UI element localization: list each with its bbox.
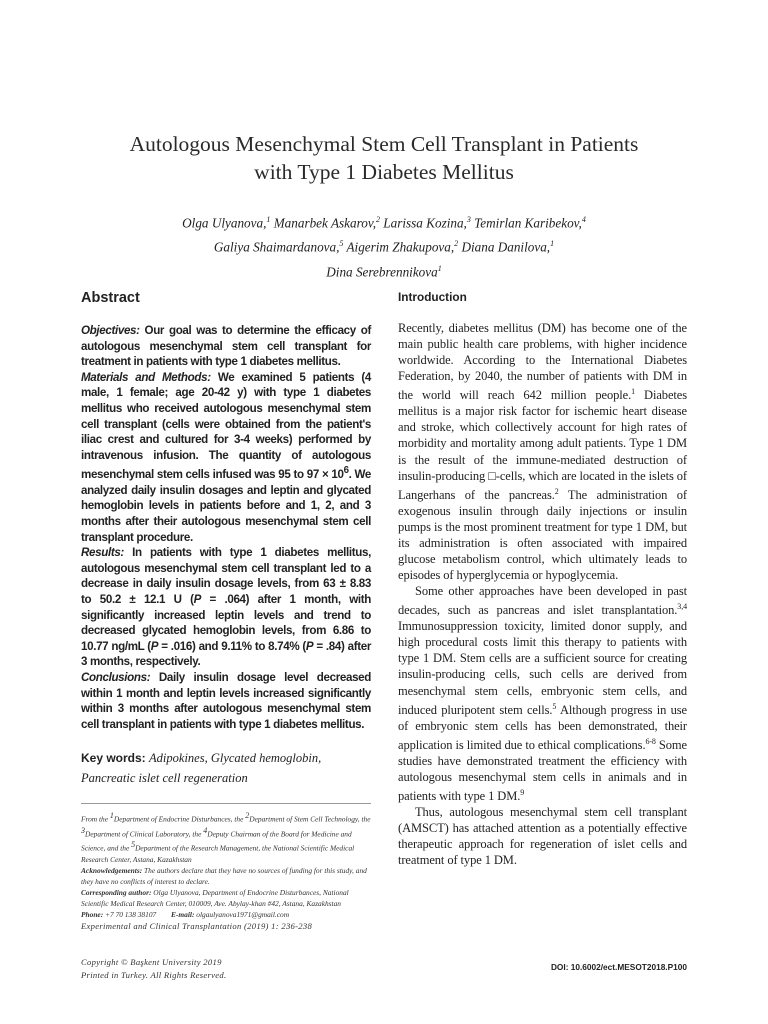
results-label: Results: <box>81 546 124 560</box>
abstract-heading: Abstract <box>81 290 140 306</box>
objectives-label: Objectives: <box>81 324 140 337</box>
author-name: Aigerim Zhakupova, <box>346 239 455 255</box>
ack-text: The authors declare that they have no sources of funding for this study, and they have no conflicts of interest to declare. <box>81 865 367 886</box>
author-line-2 <box>60 233 708 257</box>
results-text-2: = .064) after 1 month, with significantly increased leptin levels and trend to decreased glycated hemoglobin levels, from 6.86 to 10.77 ng/mL ( <box>81 592 371 653</box>
citation: 2 <box>554 486 559 496</box>
copyright <box>81 956 371 981</box>
p-symbol: P <box>305 639 314 653</box>
citation: 3,4 <box>677 602 687 612</box>
author-line-1 <box>60 209 708 233</box>
affil-text: Department of the Research Management, the National Scientific Medical Research Center, Astana, Kazakhstan <box>81 843 355 864</box>
author-affil: 4 <box>581 215 586 224</box>
footnote-divider <box>81 803 371 804</box>
affil-text: Department of Stem Cell Technology, the <box>249 814 371 824</box>
conclusions-text: Daily insulin dosage level decreased within 1 month and leptin levels increased significantly within 3 months after autologous mesenchymal stem cell transplant in patients with type 1 diabetes mellitus. <box>81 670 371 731</box>
abstract-results <box>81 545 371 670</box>
abstract-conclusions <box>81 670 371 732</box>
phone-label: Phone: <box>81 910 104 920</box>
keywords <box>81 748 371 788</box>
affil-sup: 5 <box>131 840 136 850</box>
author-name: Dina Serebrennikova <box>326 264 438 280</box>
corresponding-author <box>81 887 371 909</box>
introduction-body <box>398 320 687 868</box>
results-text-3: = .016) and 9.11% to 8.74% ( <box>158 639 306 653</box>
affil-sup: 4 <box>203 825 208 835</box>
conclusions-label: Conclusions: <box>81 670 151 684</box>
author-name: Galiya Shaimardanova, <box>213 239 340 255</box>
p-symbol: P <box>150 639 159 653</box>
citation: 6-8 <box>645 736 656 746</box>
copyright-line-2: Printed in Turkey. All Rights Reserved. <box>81 969 227 980</box>
intro-text: The administration of exogenous insulin through daily injections or insulin pumps is the most prominent treatment for type 1 DM, but its administration is often associated with impaired glucose metabolism control, which ultimately leads to episodes of hyperglycemia or hypoglycemia. <box>398 487 687 583</box>
introduction-heading: Introduction <box>398 290 467 304</box>
intro-text: Although progress in use of embryonic stem cells has been demonstrated, their application is limited due to ethical complications. <box>398 702 687 752</box>
affiliations <box>81 810 371 865</box>
corr-label: Corresponding author: <box>81 887 152 897</box>
results-text-4: = .84) after 3 months, respectively. <box>81 639 371 669</box>
email-label: E-mail: <box>171 910 195 920</box>
methods-text: We examined 5 patients (4 male, 1 female; age 20-42 y) with type 1 diabetes mellitus who received autologous mesenchymal stem cell transplant (cells were obtained from the patient's iliac crest and cultured for 3-4 weeks) performed by intravenous infusion. The quantity of autologous mesenchymal stem cells infused was 95 to 97 × 10 <box>81 370 371 482</box>
doi: DOI: 10.6002/ect.MESOT2018.P100 <box>550 962 687 972</box>
corr-text: Olga Ulyanova, Department of Endocrine Disturbances, National Scientific Medical Research Center, 010009, Ave. Abylay-khan #42, Astana, Kazakhstan <box>81 887 349 909</box>
affil-text: Deputy Chairman of the Board for Medicine and Science, and the <box>81 829 352 853</box>
affil-text: Department of Endocrine Disturbances, the <box>113 814 246 824</box>
intro-paragraph-3: Thus, autologous mesenchymal stem cell transplant (AMSCT) has attached attention as a potentially effective therapeutic approach for regeneration of islet cells and treatment of type 1 DM. <box>398 805 687 868</box>
journal-citation: Experimental and Clinical Transplantation (2019) 1: 236-238 <box>81 921 313 931</box>
author-affil: 1 <box>437 263 442 273</box>
affil-sup: 1 <box>109 811 114 820</box>
title-line-1: Autologous Mesenchymal Stem Cell Transplant in Patients <box>129 132 639 156</box>
contact-line <box>81 909 371 920</box>
citation: 1 <box>631 387 636 397</box>
intro-text: Some studies have demonstrated treatment the efficiency with autologous mesenchymal stem cells in animals and in patients with type 1 DM. <box>398 737 687 804</box>
keywords-values: Adipokines, Glycated hemoglobin, Pancreatic islet cell regeneration <box>81 751 322 785</box>
author-name: Manarbek Askarov, <box>273 215 376 231</box>
affil-sup: 2 <box>245 811 250 820</box>
title-line-2: with Type 1 Diabetes Mellitus <box>254 160 514 184</box>
author-affil: 3 <box>466 215 471 224</box>
p-symbol: P <box>193 592 202 606</box>
objectives-text: Our goal was to determine the efficacy of autologous mesenchymal stem cell transplant for treatment in patients with type 1 diabetes mellitus. <box>81 324 371 369</box>
citation: 5 <box>552 701 557 711</box>
intro-text: Recently, diabetes mellitus (DM) has become one of the main public health care problems, with higher incidence worldwide. According to the International Diabetes Federation, by 2040, the number of patients with DM in the world will reach 642 million people. <box>398 321 687 403</box>
citation: 9 <box>520 788 525 798</box>
methods-label: Materials and Methods: <box>81 370 211 384</box>
footnotes <box>81 810 371 920</box>
copyright-line-1: Copyright © Başkent University 2019 <box>81 957 222 967</box>
methods-exponent: 6 <box>343 465 349 477</box>
acknowledgements <box>81 865 371 887</box>
author-line-3 <box>60 258 708 282</box>
article-title <box>60 130 708 186</box>
author-affil: 1 <box>266 215 271 224</box>
author-affil: 2 <box>376 215 380 224</box>
keywords-label: Key words: <box>81 751 146 765</box>
author-name: Olga Ulyanova, <box>182 215 267 231</box>
abstract-objectives <box>81 323 371 370</box>
author-affil: 2 <box>454 239 459 249</box>
author-name: Temirlan Karibekov, <box>474 215 582 231</box>
author-list <box>60 209 708 282</box>
intro-paragraph-1 <box>398 320 687 583</box>
intro-text: Immunosuppression toxicity, limited donor supply, and high procedural costs limit this therapy to patients with type 1 DM. Stem cells are a sufficient source for creating insulin-producing cells, such cells are derived from mesenchymal stem cells, embryonic stem cells, and induced pluripotent stem cells. <box>398 619 687 717</box>
methods-text-cont: . We analyzed daily insulin dosages and leptin and glycated hemoglobin levels in patients before and 1, 2, and 3 months after their autologous mesenchymal stem cell transplant procedure. <box>81 468 371 544</box>
author-name: Diana Danilova, <box>461 239 551 255</box>
affil-text: From the <box>81 814 110 824</box>
author-affil: 5 <box>339 239 344 249</box>
intro-paragraph-2 <box>398 583 687 804</box>
phone-value: +7 70 138 38107 <box>103 910 157 920</box>
author-affil: 1 <box>550 239 555 249</box>
email-value: olgaulyanova1971@gmail.com <box>194 910 290 920</box>
abstract-methods <box>81 370 371 545</box>
intro-text: Diabetes mellitus is a major risk factor for ischemic heart disease and stroke, which collectively account for high rates of morbidity and mortality among adult patients. Type 1 DM is the result of the immune-mediated destruction of insulin-producing □-cells, which are located in the islets of Langerhans of the pancreas. <box>398 388 687 502</box>
affil-text: Department of Clinical Laboratory, the <box>85 829 204 839</box>
author-name: Larissa Kozina, <box>383 215 467 231</box>
abstract-body <box>81 323 371 732</box>
ack-label: Acknowledgements: <box>81 865 143 875</box>
results-text: In patients with type 1 diabetes mellitus, autologous mesenchymal stem cell transplant led to a decrease in daily insulin dosage levels, from 63 ± 8.83 to 50.2 ± 12.1 U ( <box>81 546 371 606</box>
intro-text: Some other approaches have been developed in past decades, such as pancreas and islet transplantation. <box>398 584 687 618</box>
affil-sup: 3 <box>81 825 85 835</box>
